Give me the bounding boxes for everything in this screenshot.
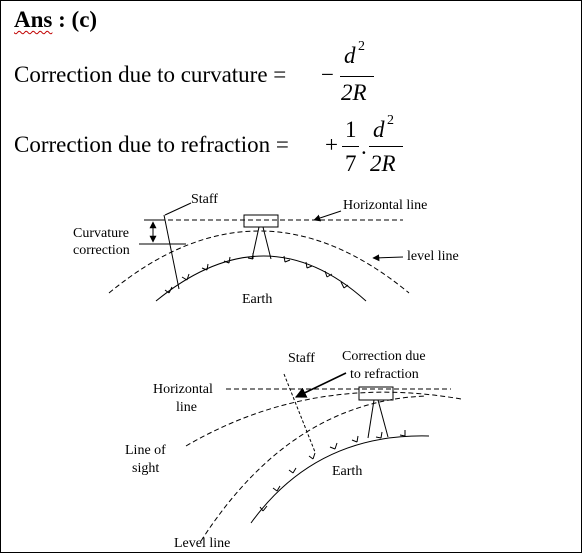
- fig2-staff-label: Staff: [288, 351, 315, 366]
- earth-hatch-2-8: [400, 430, 405, 436]
- fig2-level-line-label: Level line: [174, 536, 231, 551]
- refraction-coeff-denominator: 7: [345, 151, 357, 176]
- fig1-horizontal-line-label: Horizontal line: [343, 198, 428, 213]
- earth-hatch-2-5: [330, 443, 337, 449]
- fig1-staff-label: Staff: [191, 192, 218, 207]
- level-line-arc-2: [201, 396, 426, 541]
- answer-separator: :: [58, 7, 66, 32]
- earth-hatch-2-7: [376, 432, 382, 438]
- curvature-numerator: d: [344, 43, 356, 68]
- level-line-leader: [373, 257, 403, 258]
- earth-hatch-3: [202, 264, 208, 270]
- refraction-arrow: [296, 373, 346, 397]
- earth-hatch-1: [165, 287, 172, 293]
- diagrams: [1, 1, 581, 552]
- earth-hatch-2-6: [352, 436, 358, 442]
- fig2-line-of-sight-label-2: sight: [132, 461, 160, 476]
- fig2-earth-label: Earth: [332, 464, 363, 479]
- refraction-diagram: [186, 373, 461, 541]
- refraction-sign: +: [325, 132, 338, 157]
- fig2-correction-label-2: to refraction: [350, 367, 419, 382]
- refraction-denominator: 2R: [370, 151, 396, 176]
- horizontal-leader-1: [314, 211, 341, 220]
- staff-leader: [165, 203, 191, 215]
- curvature-power: 2: [358, 39, 365, 54]
- fig2-line-of-sight-label-1: Line of: [125, 443, 166, 458]
- refraction-power: 2: [387, 113, 394, 128]
- curvature-formula-label: Correction due to curvature =: [14, 62, 287, 87]
- curvature-diagram: [109, 203, 409, 301]
- refraction-dot: .: [361, 134, 367, 159]
- fig1-curvature-label-2: correction: [73, 243, 130, 258]
- refraction-formula-label: Correction due to refraction =: [14, 132, 289, 157]
- fig2-horizontal-label-2: line: [176, 400, 197, 415]
- level-line-arc: [109, 231, 409, 293]
- fig1-level-line-label: level line: [407, 249, 459, 264]
- fig1-curvature-label-1: Curvature: [73, 226, 129, 241]
- earth-hatch-2-4: [309, 453, 315, 459]
- level-instrument: [244, 215, 278, 227]
- fig1-earth-label: Earth: [242, 292, 273, 307]
- answer-option: (c): [71, 7, 98, 32]
- curvature-denominator: 2R: [341, 80, 367, 105]
- refraction-numerator: d: [373, 117, 385, 142]
- fig2-horizontal-label-1: Horizontal: [153, 382, 213, 397]
- refraction-coeff-numerator: 1: [345, 117, 357, 142]
- line-of-sight-curve: [186, 392, 461, 446]
- earth-hatch-2-3: [289, 468, 296, 473]
- curvature-sign: −: [321, 62, 334, 87]
- earth-arc-2: [251, 436, 429, 523]
- staff-rod: [164, 215, 179, 289]
- fig2-correction-label-1: Correction due: [342, 349, 426, 364]
- answer-label: Ans: [14, 7, 53, 32]
- tripod-leg-left-2: [368, 400, 374, 438]
- tripod-leg-right-2: [378, 400, 388, 437]
- staff-rod-2: [284, 374, 315, 452]
